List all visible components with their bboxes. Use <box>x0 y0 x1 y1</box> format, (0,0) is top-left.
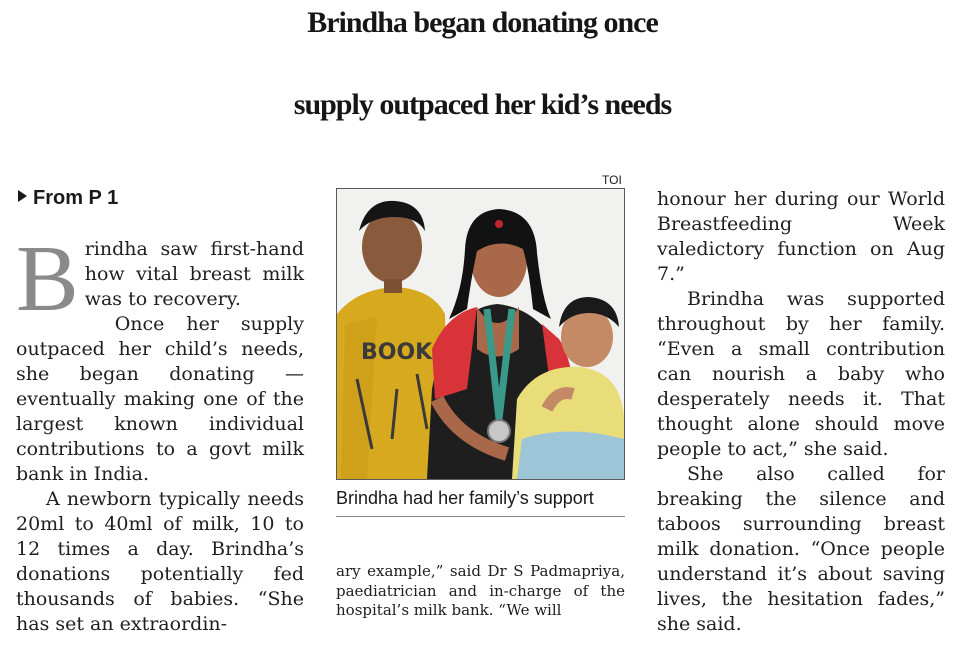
headline-line-2: supply outpaced her kid’s needs <box>293 88 672 121</box>
article-column-1 <box>16 227 304 637</box>
from-page-label: From P 1 <box>33 187 119 209</box>
article-paragraph: She also called for breaking the silence and taboos surrounding breast milk donation. “Once people understand it’s about saving lives, the hesitation fades,” she said. <box>657 463 945 635</box>
photo-credit: TOI <box>602 173 622 187</box>
article-column-2 <box>336 562 625 621</box>
from-page-reference <box>18 186 118 210</box>
play-triangle-icon <box>18 190 27 202</box>
drop-cap: B <box>16 227 79 331</box>
headline-line-1: Brindha began donating once <box>307 6 658 39</box>
article-paragraph: A newborn typically needs 20ml to 40ml of milk, 10 to 12 times a day. Brindha’s donations potentially fed thousands of babies. “She has set an extraordin- <box>16 488 304 635</box>
family-photo <box>336 188 625 480</box>
article-paragraph: Brindha was supported throughout by her family. “Even a small contribution can nourish a baby who desperately needs it. That thought alone should move people to act,” she said. <box>657 288 945 460</box>
caption-divider <box>336 516 625 517</box>
article-paragraph <box>16 227 304 331</box>
article-column-3 <box>657 187 945 637</box>
article-paragraph: ary example,” said Dr S Padmapriya, paediatrician and in-charge of the hospital’s milk bank. “We will <box>336 562 625 619</box>
article-paragraph: honour her during our World Breastfeeding Week valedictory function on Aug 7.” <box>657 188 945 285</box>
photo-caption: Brindha had her family’s support <box>336 488 594 508</box>
shirt-text: BOOK <box>361 340 433 365</box>
paragraph-text: rindha saw first-hand how vital breast milk was to recovery. <box>84 238 304 310</box>
article-paragraph: Once her supply outpaced her child’s needs, she began donating — eventually making one of the largest known individual contributions to a govt milk bank in India. <box>16 313 304 485</box>
